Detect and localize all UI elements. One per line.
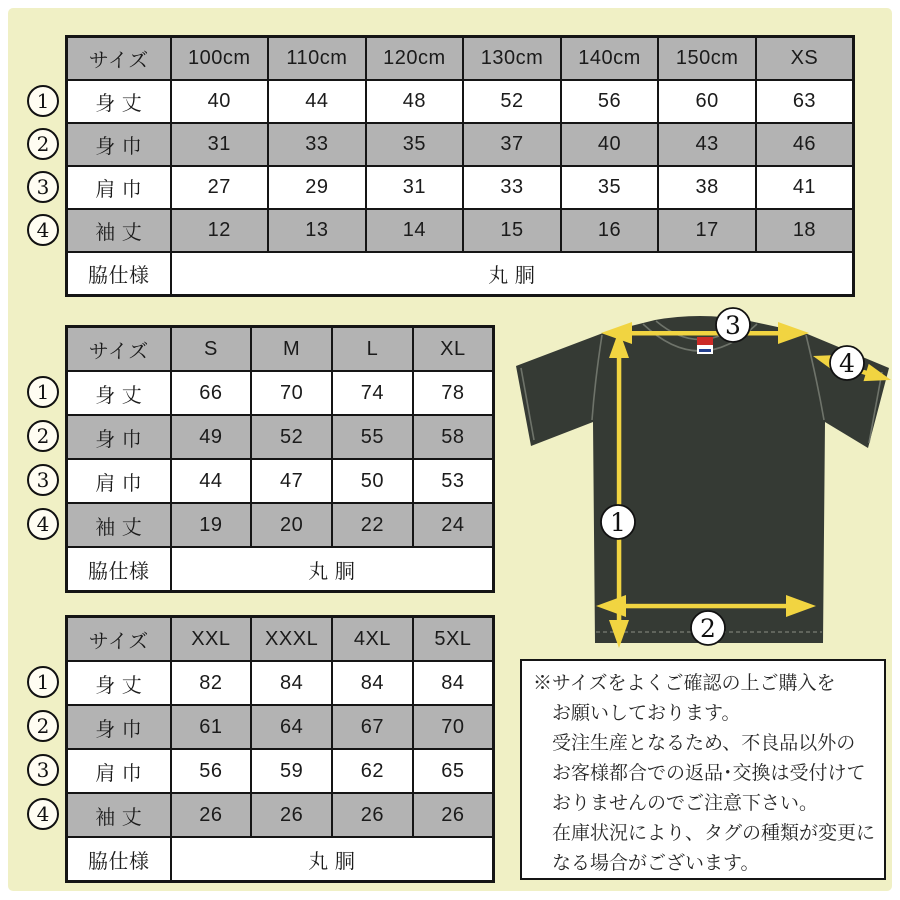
value-cell: 61: [171, 705, 252, 749]
measure-marker-4: 4: [27, 214, 59, 246]
header-cell: XS: [756, 37, 854, 81]
notice-line: なる場合がございます。: [552, 853, 760, 874]
value-cell: 74: [332, 371, 413, 415]
value-cell: 48: [366, 80, 464, 123]
table-row: [67, 166, 854, 209]
table-row: [67, 661, 494, 705]
value-cell: 27: [171, 166, 269, 209]
value-cell: 40: [561, 123, 659, 166]
size-table-big: [65, 615, 495, 883]
value-cell: 31: [366, 166, 464, 209]
value-cell: 15: [463, 209, 561, 252]
row-label: 身 巾: [67, 123, 171, 166]
value-cell: 66: [171, 371, 252, 415]
value-cell: 60: [658, 80, 756, 123]
notice-line: ※サイズをよくご確認の上ご購入を: [533, 673, 836, 694]
row-label: 肩 巾: [67, 166, 171, 209]
header-cell: M: [251, 327, 332, 372]
side-spec-value: 丸 胴: [171, 547, 494, 592]
measure-marker-1: 1: [27, 85, 59, 117]
table-row: [67, 749, 494, 793]
value-cell: 46: [756, 123, 854, 166]
header-cell: 110cm: [268, 37, 366, 81]
table-row: [67, 80, 854, 123]
value-cell: 53: [413, 459, 494, 503]
measure-marker-2: 2: [27, 710, 59, 742]
value-cell: 62: [332, 749, 413, 793]
row-label: 袖 丈: [67, 209, 171, 252]
header-cell: 150cm: [658, 37, 756, 81]
value-cell: 26: [171, 793, 252, 837]
measure-marker-1: 1: [27, 666, 59, 698]
value-cell: 35: [561, 166, 659, 209]
measure-marker-4: 4: [27, 508, 59, 540]
value-cell: 24: [413, 503, 494, 547]
table-row: [67, 123, 854, 166]
diagram-marker-1: 1: [610, 508, 626, 537]
value-cell: 67: [332, 705, 413, 749]
value-cell: 84: [413, 661, 494, 705]
side-spec-value: 丸 胴: [171, 837, 494, 882]
value-cell: 65: [413, 749, 494, 793]
brand-tag: [697, 337, 713, 354]
row-label: 脇仕様: [67, 837, 171, 882]
header-cell: 120cm: [366, 37, 464, 81]
value-cell: 31: [171, 123, 269, 166]
value-cell: 19: [171, 503, 252, 547]
value-cell: 50: [332, 459, 413, 503]
size-table-adult: [65, 325, 495, 593]
row-label: 肩 巾: [67, 749, 171, 793]
table-row: [67, 705, 494, 749]
table-row: [67, 209, 854, 252]
header-cell: 140cm: [561, 37, 659, 81]
value-cell: 52: [251, 415, 332, 459]
header-cell: サイズ: [67, 37, 171, 81]
table-header-row: [67, 37, 854, 81]
row-label: 脇仕様: [67, 252, 171, 296]
value-cell: 63: [756, 80, 854, 123]
value-cell: 44: [268, 80, 366, 123]
notice-box: [520, 659, 886, 880]
row-label: 身 巾: [67, 705, 171, 749]
value-cell: 56: [561, 80, 659, 123]
value-cell: 82: [171, 661, 252, 705]
value-cell: 29: [268, 166, 366, 209]
table-row: [67, 459, 494, 503]
value-cell: 55: [332, 415, 413, 459]
header-cell: 100cm: [171, 37, 269, 81]
value-cell: 52: [463, 80, 561, 123]
value-cell: 14: [366, 209, 464, 252]
notice-line: お願いしております。: [552, 703, 741, 724]
value-cell: 64: [251, 705, 332, 749]
diagram-marker-2: 2: [700, 614, 716, 643]
value-cell: 17: [658, 209, 756, 252]
measure-marker-3: 3: [27, 464, 59, 496]
table-header-row: [67, 617, 494, 662]
value-cell: 35: [366, 123, 464, 166]
value-cell: 40: [171, 80, 269, 123]
value-cell: 33: [463, 166, 561, 209]
row-label: 身 丈: [67, 661, 171, 705]
table-header-row: [67, 327, 494, 372]
table-footer-row: [67, 252, 854, 296]
value-cell: 70: [413, 705, 494, 749]
value-cell: 58: [413, 415, 494, 459]
header-cell: 5XL: [413, 617, 494, 662]
value-cell: 13: [268, 209, 366, 252]
value-cell: 20: [251, 503, 332, 547]
measure-marker-2: 2: [27, 420, 59, 452]
measure-marker-3: 3: [27, 171, 59, 203]
header-cell: XXL: [171, 617, 252, 662]
side-spec-value: 丸 胴: [171, 252, 854, 296]
diagram-marker-3: 3: [725, 311, 741, 340]
measure-marker-1: 1: [27, 376, 59, 408]
value-cell: 47: [251, 459, 332, 503]
row-label: 袖 丈: [67, 793, 171, 837]
notice-line: お客様都合での返品･交換は受付けて: [552, 763, 866, 784]
row-label: 肩 巾: [67, 459, 171, 503]
notice-line: 受注生産となるため、不良品以外の: [552, 733, 856, 754]
table-row: [67, 415, 494, 459]
value-cell: 49: [171, 415, 252, 459]
row-label: 身 巾: [67, 415, 171, 459]
header-cell: S: [171, 327, 252, 372]
value-cell: 84: [332, 661, 413, 705]
row-label: 身 丈: [67, 371, 171, 415]
size-table-kids: [65, 35, 855, 297]
value-cell: 33: [268, 123, 366, 166]
measure-marker-4: 4: [27, 798, 59, 830]
notice-line: おりませんのでご注意下さい。: [552, 793, 819, 814]
value-cell: 12: [171, 209, 269, 252]
header-cell: 4XL: [332, 617, 413, 662]
header-cell: XL: [413, 327, 494, 372]
value-cell: 56: [171, 749, 252, 793]
value-cell: 59: [251, 749, 332, 793]
header-cell: XXXL: [251, 617, 332, 662]
value-cell: 38: [658, 166, 756, 209]
table-footer-row: [67, 837, 494, 882]
value-cell: 41: [756, 166, 854, 209]
table-footer-row: [67, 547, 494, 592]
value-cell: 70: [251, 371, 332, 415]
diagram-marker-4: 4: [839, 349, 855, 378]
measure-marker-2: 2: [27, 128, 59, 160]
value-cell: 26: [332, 793, 413, 837]
value-cell: 18: [756, 209, 854, 252]
header-cell: L: [332, 327, 413, 372]
value-cell: 84: [251, 661, 332, 705]
header-cell: サイズ: [67, 617, 171, 662]
value-cell: 22: [332, 503, 413, 547]
table-row: [67, 371, 494, 415]
measure-marker-3: 3: [27, 754, 59, 786]
value-cell: 37: [463, 123, 561, 166]
row-label: 袖 丈: [67, 503, 171, 547]
header-cell: サイズ: [67, 327, 171, 372]
value-cell: 26: [251, 793, 332, 837]
value-cell: 44: [171, 459, 252, 503]
value-cell: 26: [413, 793, 494, 837]
value-cell: 16: [561, 209, 659, 252]
notice-line: 在庫状況により、タグの種類が変更に: [552, 823, 876, 844]
tshirt-measure-diagram: [505, 310, 897, 650]
table-row: [67, 793, 494, 837]
row-label: 身 丈: [67, 80, 171, 123]
value-cell: 78: [413, 371, 494, 415]
header-cell: 130cm: [463, 37, 561, 81]
value-cell: 43: [658, 123, 756, 166]
table-row: [67, 503, 494, 547]
row-label: 脇仕様: [67, 547, 171, 592]
